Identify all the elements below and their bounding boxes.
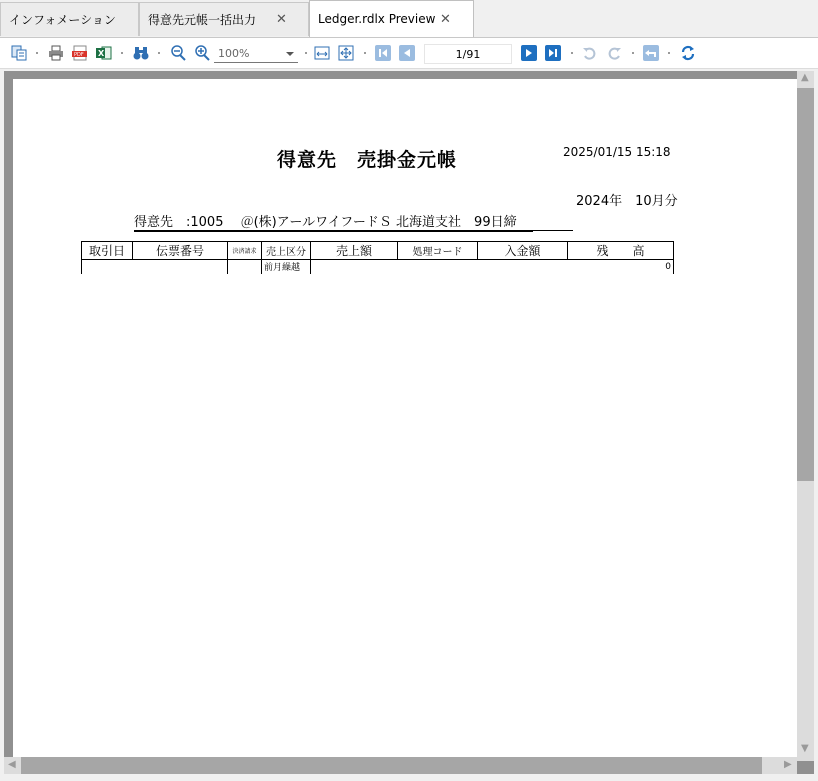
separator (632, 52, 634, 54)
export-pdf-button[interactable] (72, 45, 88, 61)
vertical-scroll-thumb[interactable] (797, 88, 814, 481)
page-indicator: 1/91 (455, 48, 481, 61)
col-header: 残 高 (568, 242, 674, 260)
chevron-down-icon (286, 52, 294, 56)
scroll-down-icon[interactable]: ▼ (801, 743, 809, 754)
report-page (13, 79, 797, 769)
tab-customer-ledger-batch[interactable] (139, 2, 309, 36)
scroll-right-icon[interactable]: ▶ (784, 759, 792, 770)
zoom-in-button[interactable] (194, 45, 210, 61)
export-excel-button[interactable] (96, 45, 112, 61)
close-icon[interactable]: ✕ (276, 12, 287, 27)
forward-button[interactable] (606, 45, 622, 61)
customer-info: 得意先 :1005 ＠(株)アールワイフードＳ 北海道支社 99日締 (134, 215, 517, 230)
return-icon (643, 45, 659, 61)
scroll-up-icon[interactable]: ▲ (801, 72, 809, 83)
tab-bar (0, 0, 818, 37)
tab-label: Ledger.rdlx Preview (318, 12, 436, 26)
first-page-button[interactable] (375, 45, 391, 61)
zoom-in-icon (194, 45, 210, 61)
preview-toolbar (0, 37, 818, 69)
back-button[interactable] (582, 45, 598, 61)
zoom-out-icon (170, 45, 186, 61)
col-header: 売上額 (311, 242, 398, 260)
previous-page-button[interactable] (399, 45, 415, 61)
tab-information[interactable] (0, 2, 139, 36)
customer-line (134, 211, 533, 232)
sales-category-cell: 前月繰越 (262, 260, 311, 274)
ledger-table (81, 241, 674, 274)
excel-icon (96, 45, 112, 61)
back-to-parent-button[interactable] (643, 45, 659, 61)
fit-page-icon (338, 45, 354, 61)
separator (121, 52, 123, 54)
tab-label: 得意先元帳一括出力 (148, 13, 257, 27)
separator (158, 52, 160, 54)
refresh-button[interactable] (680, 45, 696, 61)
col-header: 決済請求 (228, 242, 262, 260)
zoom-select[interactable] (214, 45, 298, 63)
tab-label: インフォメーション (9, 13, 116, 27)
zoom-value: 100% (218, 47, 250, 60)
toc-icon (11, 45, 27, 61)
col-header: 売上区分 (262, 242, 311, 260)
horizontal-scrollbar[interactable] (4, 757, 797, 774)
separator (305, 52, 307, 54)
binoculars-icon (133, 45, 149, 61)
print-button[interactable] (48, 45, 64, 61)
separator (364, 52, 366, 54)
report-viewer (4, 71, 814, 774)
table-of-contents-button[interactable] (11, 45, 27, 61)
horizontal-scroll-thumb[interactable] (21, 757, 762, 774)
find-button[interactable] (133, 45, 149, 61)
next-page-button[interactable] (521, 45, 537, 61)
col-header: 伝票番号 (133, 242, 228, 260)
table-row (82, 260, 674, 274)
svg-text:X: X (98, 49, 105, 58)
last-page-button[interactable] (545, 45, 561, 61)
zoom-out-button[interactable] (170, 45, 186, 61)
svg-text:PDF: PDF (74, 52, 84, 58)
separator (571, 52, 573, 54)
col-header: 処理コード (398, 242, 478, 260)
full-page-button[interactable] (338, 45, 354, 61)
customer-double-underline (134, 230, 573, 231)
col-header: 入金額 (478, 242, 568, 260)
report-period: 2024年 10月分 (576, 194, 678, 209)
table-cell (228, 260, 262, 274)
redo-icon (606, 45, 622, 61)
first-page-icon (375, 45, 391, 61)
report-title: 得意先 売掛金元帳 (277, 149, 458, 171)
previous-page-icon (399, 45, 415, 61)
vertical-scrollbar[interactable] (797, 71, 814, 761)
refresh-icon (680, 45, 696, 61)
printer-icon (48, 45, 64, 61)
tab-ledger-preview[interactable] (309, 0, 474, 37)
pdf-icon (72, 45, 88, 61)
page-number-input[interactable] (424, 44, 512, 64)
separator (36, 52, 38, 54)
close-icon[interactable]: ✕ (440, 11, 451, 27)
separator (668, 52, 670, 54)
scroll-left-icon[interactable]: ◀ (8, 759, 16, 770)
next-page-icon (521, 45, 537, 61)
undo-icon (582, 45, 598, 61)
printed-at: 2025/01/15 15:18 (563, 145, 671, 159)
table-cell (82, 260, 228, 274)
balance-cell: 0 (311, 260, 674, 274)
fit-width-icon (314, 45, 330, 61)
table-header-row (82, 242, 674, 260)
fit-width-button[interactable] (314, 45, 330, 61)
col-header: 取引日 (82, 242, 133, 260)
last-page-icon (545, 45, 561, 61)
